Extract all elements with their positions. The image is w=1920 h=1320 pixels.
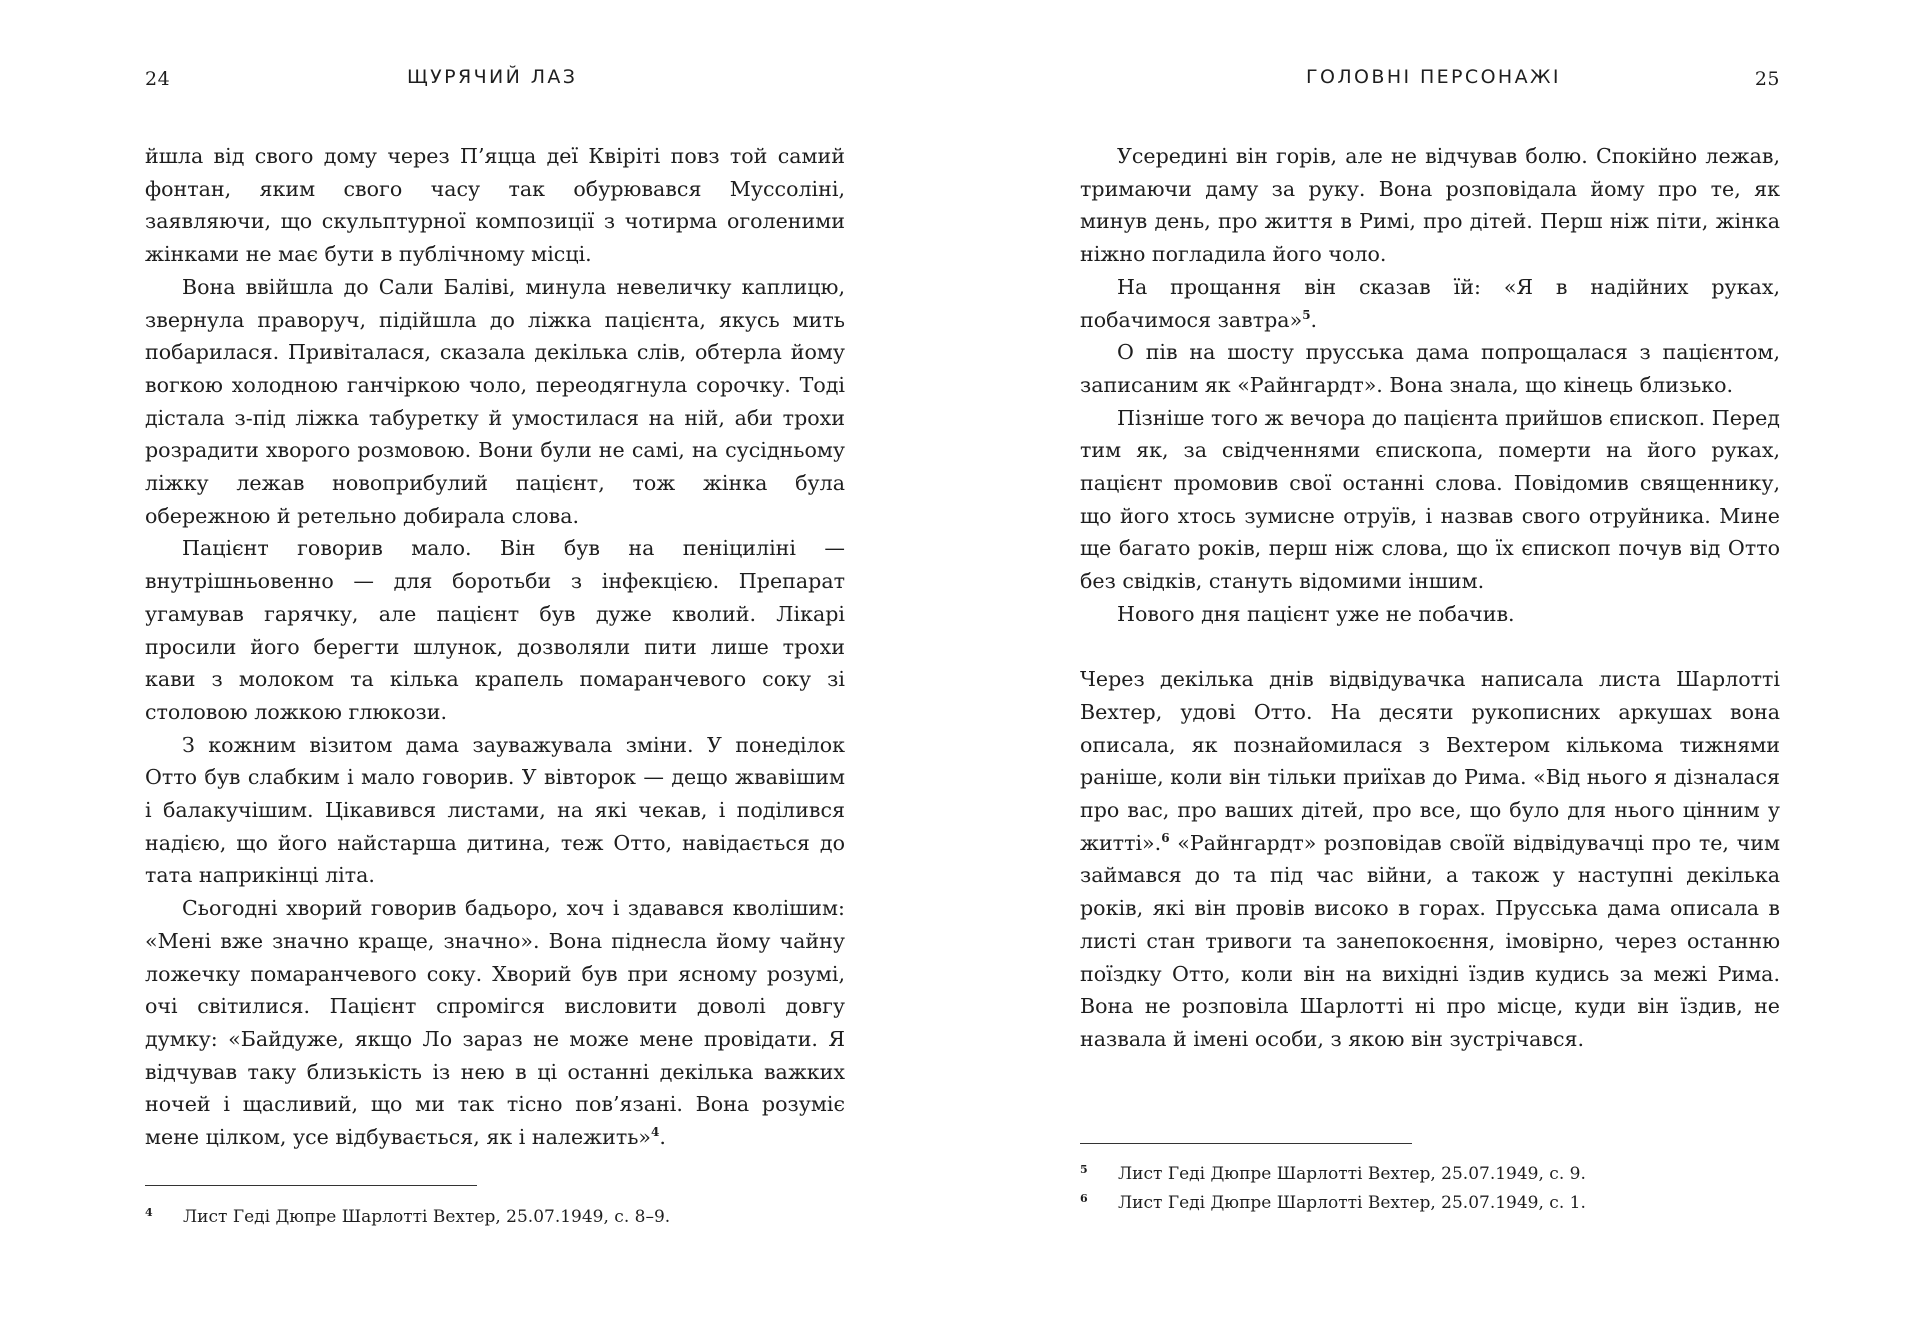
paragraph-end: . [1310, 307, 1318, 332]
footnote-reference: 5 [1302, 307, 1311, 322]
footnote-number: 4 [145, 1206, 153, 1219]
left-page-number: 24 [145, 68, 171, 90]
footnote [145, 1203, 845, 1232]
right-footnotes [1080, 1160, 1780, 1218]
right-page [1080, 0, 1780, 1320]
right-page-number: 25 [1754, 68, 1780, 90]
footnote [1080, 1189, 1780, 1218]
footnote-number: 5 [1080, 1163, 1088, 1176]
paragraph [1080, 271, 1780, 336]
footnote [1080, 1160, 1780, 1189]
left-footnotes [145, 1203, 845, 1232]
paragraph-end: . [659, 1125, 666, 1150]
paragraph-text: На прощання він сказав їй: «Я в надійних руках, побачимося завтра» [1080, 274, 1780, 332]
left-page [145, 0, 845, 1320]
paragraph: Пізніше того ж вечора до пацієнта прийшов єпископ. Перед тим як, за свідченнями єпископа, померти на його руках, пацієнт промовив свої останні слова. Повідомив священнику, що його хтось зумисне отруїв, і назвав свого отруйника. Мине ще багато років, перш ніж слова, що їх єпископ почув від Отто без свідків, стануть відомими іншим. [1080, 405, 1780, 594]
footnote-text: Лист Геді Дюпре Шарлотті Вехтер, 25.07.1949, с. 9. [1118, 1164, 1586, 1184]
paragraph: Нового дня пацієнт уже не побачив. [1117, 601, 1515, 626]
paragraph [1080, 663, 1780, 1055]
footnote-divider [145, 1185, 477, 1186]
paragraph: Вона ввійшла до Сали Баліві, минула невеличку каплицю, звернула праворуч, підійшла до ліжка пацієнта, якусь мить побарилася. Привіталася, сказала декілька слів, обтерла йому вогкою холодною ганчіркою чоло, переодягнула сорочку. Тоді дістала з-під ліжка табуретку й умостилася на ній, аби трохи розрадити хворого розмовою. Вони були не самі, на сусідньому ліжку лежав новоприбулий пацієнт, тож жінка була обережною й ретельно добирала слова. [145, 274, 845, 528]
left-running-head [145, 64, 845, 94]
footnote-text: Лист Геді Дюпре Шарлотті Вехтер, 25.07.1949, с. 8–9. [183, 1207, 671, 1227]
footnote-divider [1080, 1143, 1412, 1144]
paragraph: З кожним візитом дама зауважувала зміни. У понеділок Отто був слабким і мало говорив. У вівторок — дещо жвавішим і балакучішим. Цікавився листами, на які чекав, і поділився надією, що його найстарша дитина, теж Отто, навідається до тата наприкінці літа. [145, 732, 845, 888]
right-body-text [1080, 140, 1780, 1056]
paragraph: Усередині він горів, але не відчував болю. Спокійно лежав, тримаючи даму за руку. Вона розповідала йому про те, як минув день, про життя в Римі, про дітей. Перш ніж піти, жінка ніжно погладила його чоло. [1080, 144, 1780, 267]
right-running-title: ГОЛОВНІ ПЕРСОНАЖІ [1306, 66, 1561, 88]
footnote-number: 6 [1080, 1192, 1088, 1205]
footnote-text: Лист Геді Дюпре Шарлотті Вехтер, 25.07.1949, с. 1. [1118, 1193, 1586, 1213]
paragraph-text: Через декілька днів відвідувачка написала листа Шарлотті Вехтер, удові Отто. На десяти рукописних аркушах вона описала, як познайомилася з Вехтером кількома тижнями раніше, коли він тільки приїхав до Рима. «Від нього я дізналася про вас, про ваших дітей, про все, що було для нього цінним у житті». [1080, 667, 1780, 855]
footnote-reference: 6 [1161, 830, 1170, 845]
footnote-reference: 4 [651, 1125, 660, 1140]
left-body-text [145, 140, 845, 1154]
paragraph-text: Сьогодні хворий говорив бадьоро, хоч і здавався кволішим: «Мені вже значно краще, значно». Вона піднесла йому чайну ложечку помаранчевого соку. Хворий був при ясному розумі, очі світилися. Пацієнт спромігся висловити доволі довгу думку: «Байдуже, якщо Ло зараз не може мене провідати. Я відчував таку близькість із нею в ці останні декілька важких ночей і щасливий, що ми так тісно пов’язані. Вона розуміє мене цілком, усе відбувається, як і належить» [145, 896, 845, 1150]
paragraph: йшла від свого дому через П’яцца деї Квіріті повз той самий фонтан, яким свого часу так обурювався Муссоліні, заявляючи, що скульптурної композиції з чотирма оголеними жінками не має бути в публічному місці. [145, 144, 845, 267]
paragraph-text-continued: «Райнгардт» розповідав своїй відвідувачці про те, чим займався до та під час війни, а також у наступні декілька років, які він провів високо в горах. Прусська дама описала в листі стан тривоги та занепокоєння, імовірно, через останню поїздку Отто, коли він на вихідні їздив кудись за межі Рима. Вона не розповіла Шарлотті ні про місце, куди він їздив, не назвала й імені особи, з якою він зустрічався. [1080, 830, 1780, 1051]
paragraph: О пів на шосту прусська дама попрощалася з пацієнтом, записаним як «Райнгардт». Вона знала, що кінець близько. [1080, 340, 1780, 397]
left-running-title: ЩУРЯЧИЙ ЛАЗ [407, 66, 578, 88]
paragraph: Пацієнт говорив мало. Він був на пеніциліні — внутрішньовенно — для боротьби з інфекцією. Препарат угамував гарячку, але пацієнт був дуже кволий. Лікарі просили його берегти шлунок, дозволяли пити лише трохи кави з молоком та кілька крапель помаранчевого соку зі столовою ложкою глюкози. [145, 536, 845, 724]
right-running-head [1080, 64, 1780, 94]
paragraph [145, 892, 845, 1154]
